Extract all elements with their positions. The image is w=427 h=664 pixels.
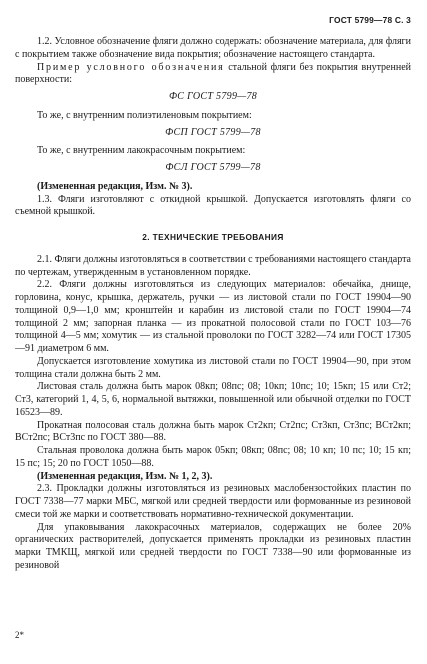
paragraph-2-2-strip-steel: Прокатная полосовая сталь должна быть марок Ст2кп; Ст2пс; Ст3кп, Ст3пс; ВСт2кп; ВСт2пс; ВСт3пс по ГОСТ 380—88. — [15, 419, 411, 444]
paragraph-2-3: 2.3. Прокладки должны изготовляться из резиновых маслобензостойких пластин по ГОСТ 7338—77 марки МБС, мягкой или средней твердости или формованные из резиновой смеси той же марки и соответствовать нормативно-технической документации. — [15, 483, 411, 520]
document-body — [15, 36, 411, 573]
paragraph-1-3: 1.3. Фляги изготовляют с откидной крышкой. Допускается изготовлять фляги со съемной крышкой. — [15, 193, 411, 218]
paragraph-2-2-clamp: Допускается изготовление хомутика из листовой стали по ГОСТ 19904—90, при этом толщина стали должна быть 2 мм. — [15, 355, 411, 380]
paragraph-2-2: 2.2. Фляги должны изготовляться из следующих материалов: обечайка, днище, горловина, конус, крышка, держатель, ручки — из листовой стали по ГОСТ 19904—90 толщиной 0,9—1,0 мм; кронштейн и карабин из листовой стали по ГОСТ 19904—74 толщиной 2 мм; запорная планка — из прокатной полосовой стали по ГОСТ 103—76 толщиной 4—5 мм; хомутик — из стальной проволоки по ГОСТ 3282—74 или ГОСТ 17305—91 диаметром 6 мм. — [15, 279, 411, 354]
variant-paint: То же, с внутренним лакокрасочным покрытием: — [37, 145, 246, 157]
amendment-note-1-2-3: (Измененная редакция, Изм. № 1, 2, 3). — [37, 470, 213, 482]
designation-fsp: ФСП ГОСТ 5799—78 — [165, 126, 261, 138]
variant-polyethylene: То же, с внутренним полиэтиленовым покрытием: — [37, 109, 252, 121]
section-title-technical-requirements: 2. ТЕХНИЧЕСКИЕ ТРЕБОВАНИЯ — [142, 232, 284, 242]
example-label: Пример условного обозначения — [37, 61, 225, 73]
paragraph-2-2-wire: Стальная проволока должна быть марок 05кп; 08кп; 08пс; 08; 10 кп; 10 пс; 10; 15 кп; 15 пс; 15; 20 по ГОСТ 1050—88. — [15, 445, 411, 469]
page-header: ГОСТ 5799—78 С. 3 — [329, 15, 411, 25]
paragraph-2-3-packing: Для упаковывания лакокрасочных материалов, содержащих не более 20% органических растворителей, допускается применять прокладки из резиновых пластин марки ТМКЩ, мягкой или средней твердости по ГОСТ 7338—90 или формованные из резиновой — [15, 521, 411, 571]
example-paragraph — [15, 62, 411, 88]
designation-fsl: ФСЛ ГОСТ 5799—78 — [165, 162, 261, 173]
paragraph-1-2: 1.2. Условное обозначение фляги должно содержать: обозначение материала, для фляги с покрытием также обозначение вида покрытия; обозначение настоящего стандарта. — [15, 36, 411, 60]
paragraph-2-1: 2.1. Фляги должны изготовляться в соответствии с требованиями настоящего стандарта по чертежам, утвержденным в установленном порядке. — [15, 253, 411, 278]
designation-fs: ФС ГОСТ 5799—78 — [168, 91, 258, 102]
example-text: стальной фляги без покрытия внутренней поверхности: — [15, 61, 411, 86]
paragraph-2-2-sheet-steel: Листовая сталь должна быть марок 08кп; 08пс; 08; 10кп; 10пс; 10; 15кп; 15 или Ст2; Ст3, категорий 1, 4, 5, 6, нормальной вытяжки, повышенной или обычной отделки по ГОСТ 16523—89. — [15, 381, 411, 418]
page-footer-mark: 2* — [15, 630, 24, 640]
amendment-note-3: (Измененная редакция, Изм. № 3). — [37, 180, 193, 192]
